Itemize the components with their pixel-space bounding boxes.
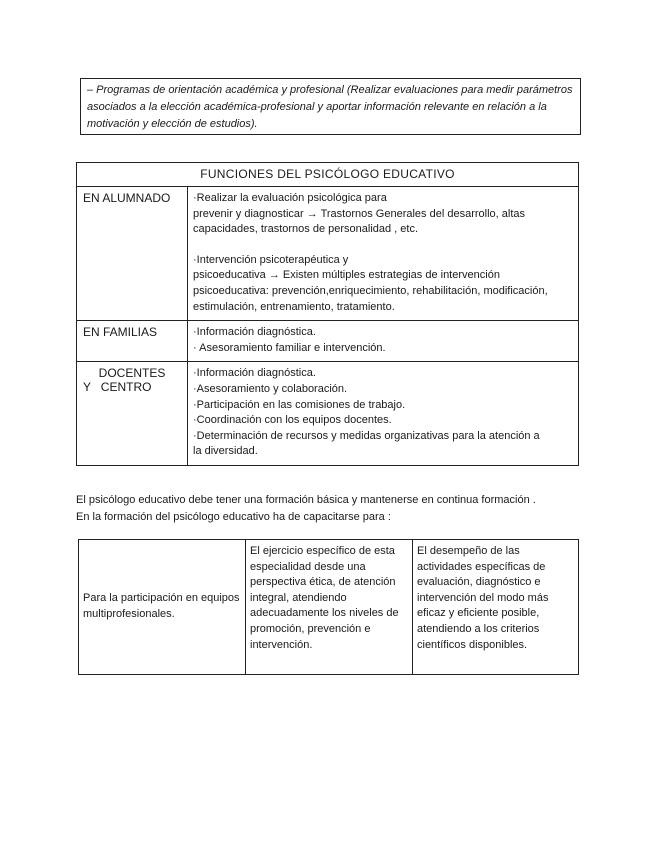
content-line: · Asesoramiento familiar e intervención. [193,341,386,354]
content-line: la diversidad. [193,445,258,458]
content-line: psicoeducativa: prevención,enriquecimiento, rehabilitación, modificación, [193,284,548,297]
content-line: ·Asesoramiento y colaboración. [193,382,348,395]
content-line: ·Participación en las comisiones de trabajo. [193,398,406,411]
intro-line: En la formación del psicólogo educativo ha de capacitarse para : [76,511,391,523]
orientation-note-box [80,78,581,135]
row-label-familias: EN FAMILIAS [77,321,188,362]
functions-table [76,162,579,466]
row-label-alumnado: EN ALUMNADO [77,187,188,321]
capacities-table [78,539,579,675]
row-content-alumnado [188,187,579,321]
table-row [79,540,579,675]
content-line: ·Coordinación con los equipos docentes. [193,414,392,427]
content-line: estimulación, entrenamiento, tratamiento. [193,300,395,313]
row-content-familias [188,321,579,362]
content-line: ·Realizar la evaluación psicológica para [193,192,387,204]
content-line: ·Información diagnóstica. [193,367,316,380]
row-label-line: Y CENTRO [83,380,152,395]
table-row [77,187,579,321]
capacity-cell-performance: El desempeño de las actividades específicas de evaluación, diagnóstico e intervención del modo más eficaz y eficiente posible, atendiendo a los criterios científicos disponibles. [413,540,579,675]
content-line: prevenir y diagnosticar → Trastornos Generales del desarrollo, altas [193,207,525,220]
intro-line: El psicólogo educativo debe tener una formación básica y mantenerse en continua formación . [76,494,536,506]
functions-table-title: FUNCIONES DEL PSICÓLOGO EDUCATIVO [77,163,579,187]
capacity-cell-multiprofessional: Para la participación en equipos multiprofesionales. [79,540,246,675]
content-line: ·Determinación de recursos y medidas organizativas para la atención a [193,429,540,442]
content-line: capacidades, trastornos de personalidad , etc. [193,223,419,236]
table-row [77,321,579,362]
orientation-note-text: – Programas de orientación académica y profesional (Realizar evaluaciones para medir parámetros asociados a la elección académica-profesional y aportar información relevante en relación a la motivación y elección de estudios). [87,84,573,130]
capacity-cell-ethics: El ejercicio específico de esta especialidad desde una perspectiva ética, de atención integral, atendiendo adecuadamente los niveles de promoción, prevención e intervención. [246,540,413,675]
row-label-docentes-centro [77,362,188,466]
row-content-docentes-centro [188,362,579,466]
intro-paragraph [76,492,596,526]
content-line: psicoeducativa → Existen múltiples estrategias de intervención [193,269,500,282]
row-label-line: DOCENTES [98,366,166,381]
table-row [77,362,579,466]
functions-table-header-row [77,163,579,187]
content-line: ·Información diagnóstica. [193,326,316,339]
paragraph-gap [193,238,572,253]
content-line: ·Intervención psicoterapéutica y [193,253,349,266]
